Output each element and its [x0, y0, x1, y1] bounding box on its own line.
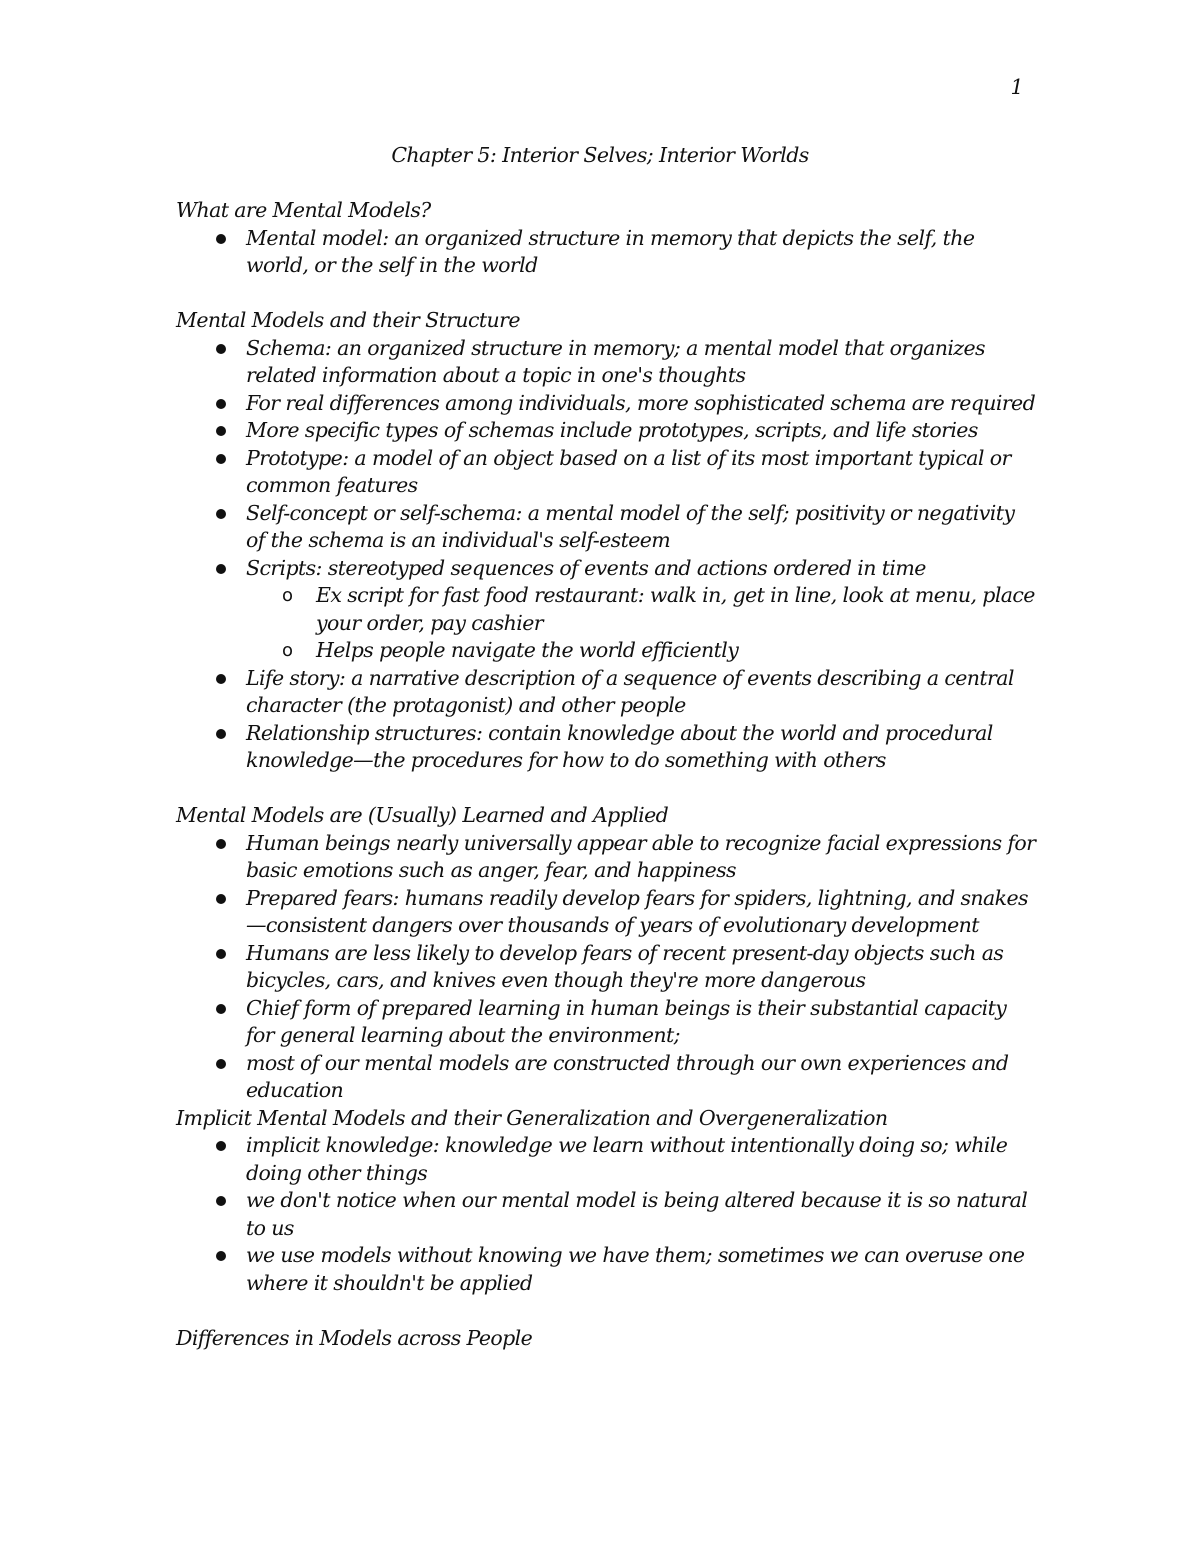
list-item: [246, 225, 1036, 280]
list-item-text: Relationship structures: contain knowledge about the world and procedural knowledge—the procedures for how to do something with others: [246, 720, 993, 772]
section-heading: Implicit Mental Models and their Generalization and Overgeneralization: [176, 1105, 888, 1130]
sub-bullet-list: [246, 582, 1036, 665]
list-item: [246, 885, 1036, 940]
bullet-icon: [216, 344, 226, 354]
list-item: [246, 445, 1036, 500]
section-implicit-mental-models: [176, 1105, 1036, 1298]
bullet-list: [176, 1132, 1036, 1297]
list-item-text: we don't notice when our mental model is being altered because it is so natural to us: [246, 1188, 1028, 1240]
circle-bullet-icon: o: [282, 585, 293, 606]
circle-bullet-icon: o: [282, 640, 293, 661]
list-item: [246, 555, 1036, 665]
bullet-icon: [216, 1251, 226, 1261]
list-item: [246, 335, 1036, 390]
bullet-list: [176, 335, 1036, 775]
list-item-text: we use models without knowing we have them; sometimes we can overuse one where it shouldn't be applied: [246, 1243, 1025, 1295]
list-item-text: Human beings nearly universally appear able to recognize facial expressions for basic emotions such as anger, fear, and happiness: [246, 830, 1036, 882]
bullet-icon: [216, 674, 226, 684]
list-item-text: Schema: an organized structure in memory; a mental model that organizes related information about a topic in one's thoughts: [246, 335, 985, 387]
list-item-text: implicit knowledge: knowledge we learn without intentionally doing so; while doing other things: [246, 1133, 1008, 1185]
bullet-list: [176, 225, 1036, 280]
section-heading: Mental Models are (Usually) Learned and Applied: [176, 803, 669, 827]
sub-list-item-text: Helps people navigate the world efficiently: [316, 638, 739, 662]
list-item: [246, 417, 1036, 445]
section-learned-and-applied: [176, 802, 1036, 1105]
page-number: 1: [1010, 75, 1023, 99]
list-item-text: Humans are less likely to develop fears of recent present-day objects such as bicycles, cars, and knives even though they're more dangerous: [246, 940, 1004, 992]
list-item-text: Life story: a narrative description of a sequence of events describing a central character (the protagonist) and other people: [246, 665, 1014, 717]
list-item-text: Self-concept or self-schema: a mental model of the self; positivity or negativity of the schema is an individual's self-esteem: [246, 500, 1015, 552]
bullet-icon: [216, 839, 226, 849]
sub-list-item: [282, 637, 1036, 665]
list-item: [246, 1132, 1036, 1187]
bullet-icon: [216, 399, 226, 409]
list-item: [246, 940, 1036, 995]
section-heading: What are Mental Models?: [176, 198, 431, 222]
sub-list-item: [282, 582, 1036, 637]
bullet-icon: [216, 509, 226, 519]
bullet-icon: [216, 564, 226, 574]
list-item: [246, 830, 1036, 885]
bullet-icon: [216, 1196, 226, 1206]
sub-list-item-text: Ex script for fast food restaurant: walk in, get in line, look at menu, place your order, pay cashier: [316, 583, 1035, 635]
section-heading: Mental Models and their Structure: [176, 308, 520, 332]
bullet-icon: [216, 426, 226, 436]
list-item: [246, 665, 1036, 720]
document-title: Chapter 5: Interior Selves; Interior Worlds: [391, 143, 809, 167]
section-mental-models-structure: [176, 307, 1036, 775]
bullet-icon: [216, 894, 226, 904]
document-body: [176, 197, 1036, 1352]
list-item-text: Prepared fears: humans readily develop fears for spiders, lightning, and snakes —consistent dangers over thousands of years of evolutionary development: [246, 885, 1028, 937]
list-item: [246, 500, 1036, 555]
bullet-icon: [216, 949, 226, 959]
list-item: [246, 720, 1036, 775]
list-item-text: Scripts: stereotyped sequences of events and actions ordered in time: [246, 555, 926, 580]
list-item: [246, 1050, 1036, 1105]
section-differences-across-people: [176, 1325, 1036, 1353]
bullet-icon: [216, 454, 226, 464]
list-item-text: For real differences among individuals, more sophisticated schema are required: [246, 390, 1036, 415]
list-item-text: Prototype: a model of an object based on a list of its most important typical or common features: [246, 445, 1011, 497]
bullet-icon: [216, 1141, 226, 1151]
bullet-icon: [216, 729, 226, 739]
list-item-text: Mental model: an organized structure in memory that depicts the self, the world, or the self in the world: [246, 225, 975, 277]
bullet-icon: [216, 234, 226, 244]
list-item-text: most of our mental models are constructed through our own experiences and education: [246, 1050, 1009, 1102]
list-item: [246, 1242, 1036, 1297]
list-item: [246, 390, 1036, 418]
section-what-are-mental-models: [176, 197, 1036, 280]
bullet-icon: [216, 1059, 226, 1069]
section-heading: Differences in Models across People: [176, 1325, 533, 1350]
list-item-text: Chief form of prepared learning in human beings is their substantial capacity for general learning about the environment;: [246, 995, 1007, 1047]
bullet-list: [176, 830, 1036, 1105]
list-item: [246, 995, 1036, 1050]
bullet-icon: [216, 1004, 226, 1014]
list-item-text: More specific types of schemas include prototypes, scripts, and life stories: [246, 418, 978, 442]
list-item: [246, 1187, 1036, 1242]
